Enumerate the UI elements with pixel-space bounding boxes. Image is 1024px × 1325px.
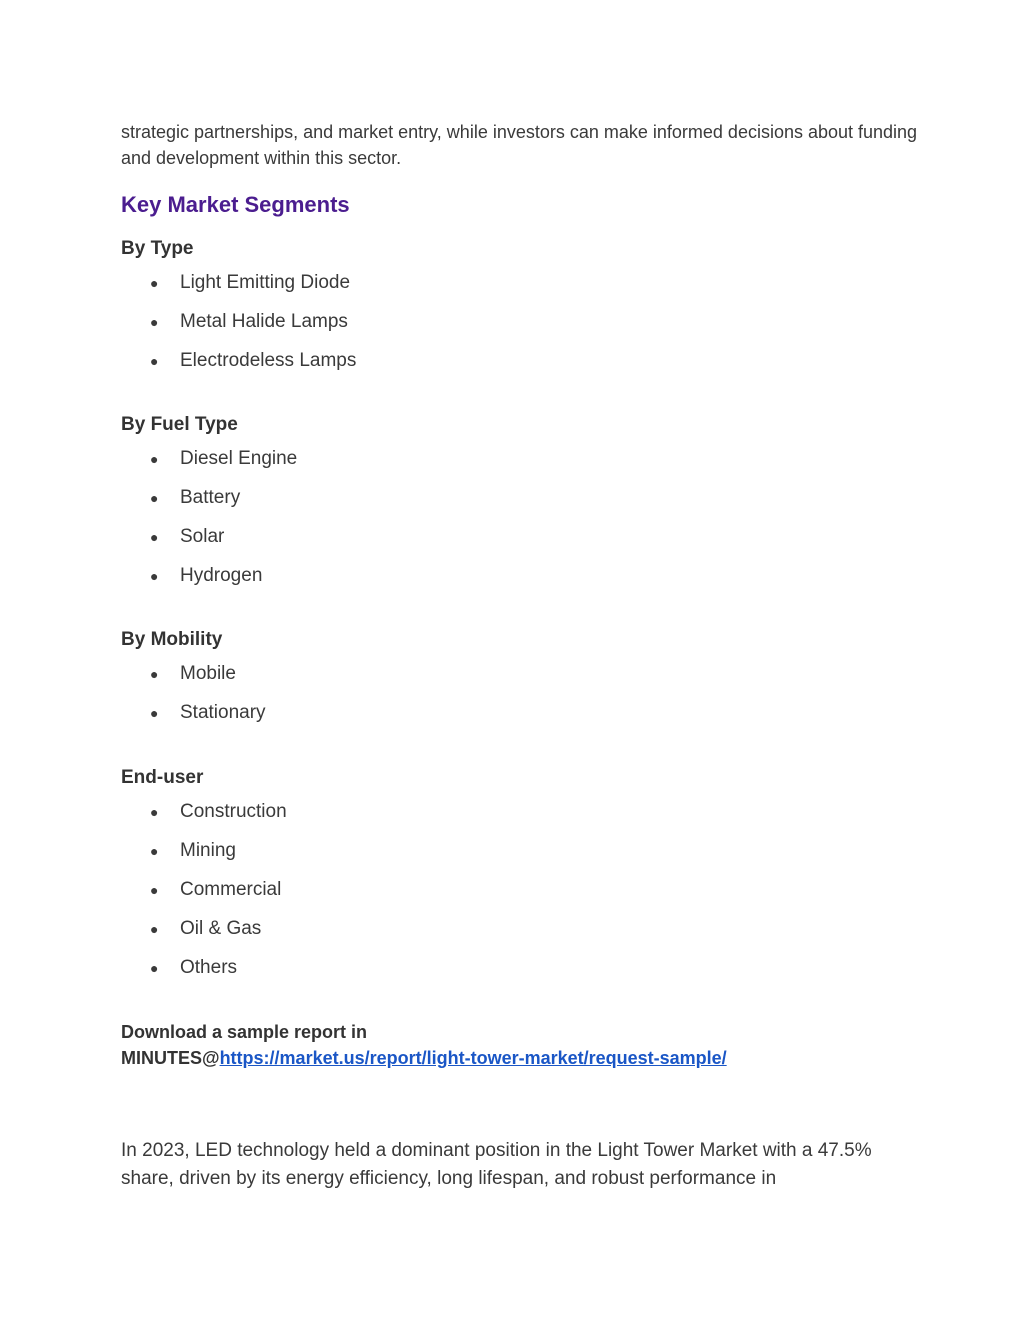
request-sample-link[interactable]: https://market.us/report/light-tower-market/request-sample/ — [219, 1048, 727, 1068]
bullet-icon: ● — [150, 353, 159, 369]
bullet-icon: ● — [150, 568, 159, 584]
list-item: ● Mobile — [150, 663, 236, 684]
list-item: ● Others — [150, 957, 238, 978]
segment-title-end-user: End-user — [121, 767, 204, 788]
bullet-icon: ● — [150, 451, 159, 467]
bullet-icon: ● — [150, 705, 159, 721]
bullet-icon: ● — [150, 314, 159, 330]
segment-list-mobility — [150, 662, 266, 740]
list-item: ● Metal Halide Lamps — [150, 311, 348, 332]
bullet-icon: ● — [150, 960, 159, 976]
bullet-icon: ● — [150, 882, 159, 898]
bullet-icon: ● — [150, 666, 159, 682]
bullet-icon: ● — [150, 275, 159, 291]
section-heading: Key Market Segments — [121, 192, 350, 217]
list-item: ● Electrodeless Lamps — [150, 350, 357, 371]
segment-list-fuel-type — [150, 447, 297, 603]
segment-title-type: By Type — [121, 238, 194, 259]
bullet-icon: ● — [150, 843, 159, 859]
bullet-icon: ● — [150, 921, 159, 937]
segment-title-fuel-type: By Fuel Type — [121, 414, 238, 435]
list-item: ● Diesel Engine — [150, 448, 298, 469]
download-sample-block — [121, 1019, 921, 1071]
list-item: ● Oil & Gas — [150, 918, 262, 939]
list-item: ● Commercial — [150, 879, 282, 900]
download-label-line2: MINUTES@https://market.us/report/light-tower-market/request-sample/ — [121, 1048, 727, 1068]
segment-list-type — [150, 271, 356, 388]
list-item: ● Stationary — [150, 702, 266, 723]
intro-paragraph: strategic partnerships, and market entry, while investors can make informed decisions about funding and development within this sector. — [121, 122, 918, 168]
bullet-icon: ● — [150, 490, 159, 506]
download-label-line1: Download a sample report in — [121, 1022, 368, 1042]
list-item: ● Construction — [150, 801, 287, 822]
closing-paragraph: In 2023, LED technology held a dominant position in the Light Tower Market with a 47.5% share, driven by its energy efficiency, long lifespan, and robust performance in — [121, 1140, 872, 1189]
list-item: ● Solar — [150, 526, 225, 547]
bullet-icon: ● — [150, 529, 159, 545]
list-item: ● Battery — [150, 487, 241, 508]
list-item: ● Hydrogen — [150, 565, 263, 586]
list-item: ● Light Emitting Diode — [150, 272, 351, 293]
list-item: ● Mining — [150, 840, 236, 861]
segment-title-mobility: By Mobility — [121, 629, 223, 650]
segment-list-end-user — [150, 800, 287, 995]
bullet-icon: ● — [150, 804, 159, 820]
